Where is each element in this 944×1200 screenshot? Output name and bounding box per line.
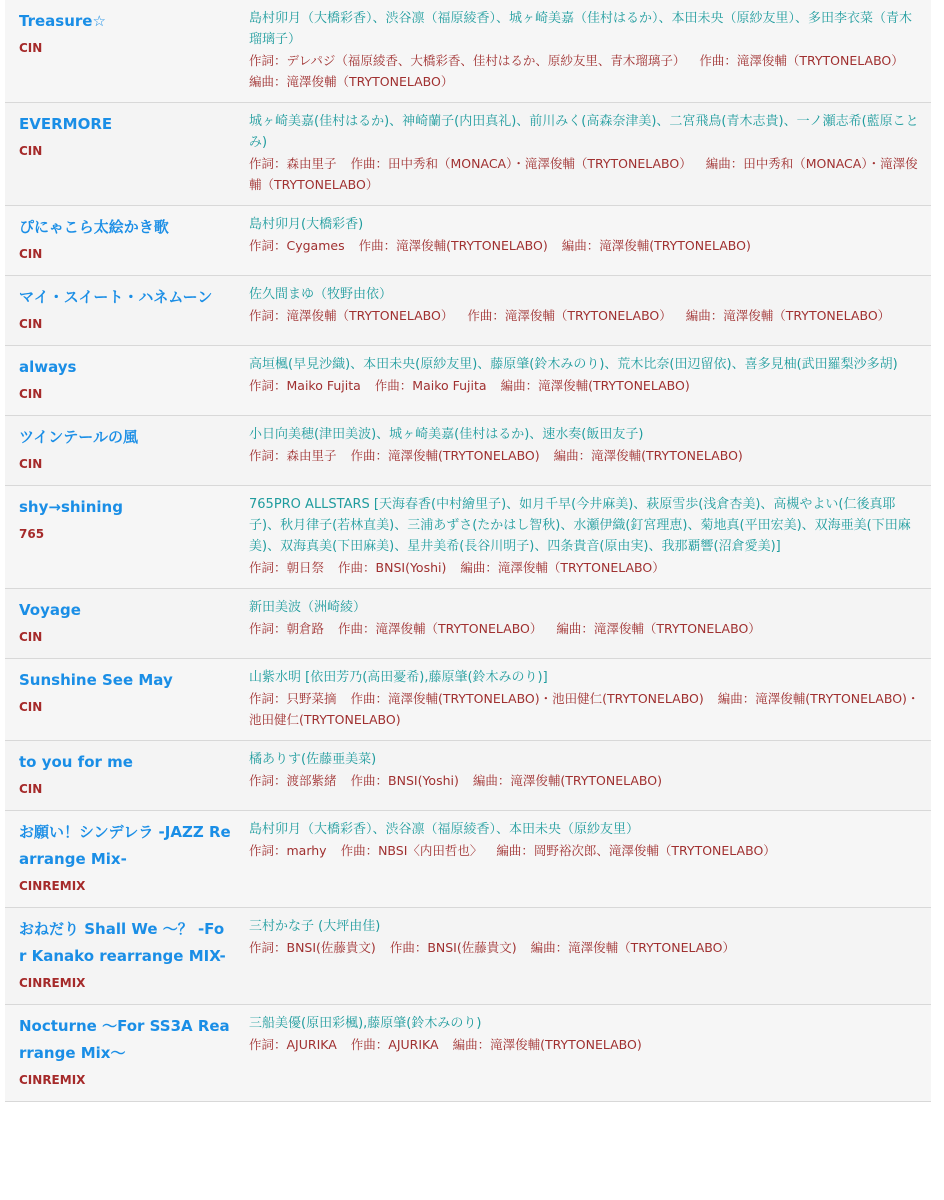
song-info-cell xyxy=(235,659,931,740)
song-singers: 城ヶ崎美嘉(佳村はるか)、神崎蘭子(内田真礼)、前川みく(高森奈津美)、二宮飛鳥(青木志貴)、一ノ瀬志希(藍原ことみ) xyxy=(249,114,919,150)
song-type-label: CIN xyxy=(19,41,43,55)
song-title-cell xyxy=(5,659,235,740)
song-title-link[interactable]: おねだり Shall We ～？ -For Kanako rearrange MIX- xyxy=(19,920,226,965)
composer-credit: 作曲：滝澤俊輔(TRYTONELABO)・池田健仁(TRYTONELABO) xyxy=(350,691,704,706)
arranger-credit: 編曲：滝澤俊輔(TRYTONELABO) xyxy=(561,238,751,253)
song-credits xyxy=(249,50,923,92)
arranger-credit: 編曲：滝澤俊輔(TRYTONELABO) xyxy=(553,448,743,463)
song-singers: 島村卯月（大橋彩香）、渋谷凛（福原綾香）、城ヶ崎美嘉（佳村はるか）、本田未央（原紗友里）、多田李衣菜（青木瑠璃子） xyxy=(249,11,913,47)
song-info-cell xyxy=(235,416,931,485)
song-credits xyxy=(249,445,923,466)
song-row xyxy=(5,659,931,741)
song-row xyxy=(5,103,931,206)
arranger-credit: 編曲：滝澤俊輔（TRYTONELABO） xyxy=(685,308,891,323)
lyricist-credit: 作詞：デレパジ（福原綾香、大橋彩香、佳村はるか、原紗友里、青木瑠璃子） xyxy=(249,53,686,68)
song-info-cell xyxy=(235,276,931,345)
song-row xyxy=(5,276,931,346)
song-type-label: CIN xyxy=(19,247,43,261)
song-singers: 佐久間まゆ（牧野由依） xyxy=(249,287,393,302)
lyricist-credit: 作詞：marhy xyxy=(249,843,327,858)
song-credits xyxy=(249,840,923,861)
song-row xyxy=(5,0,931,103)
song-credits xyxy=(249,235,923,256)
lyricist-credit: 作詞：滝澤俊輔（TRYTONELABO） xyxy=(249,308,454,323)
song-credits xyxy=(249,1034,923,1055)
song-title-link[interactable]: Treasure☆ xyxy=(19,12,106,30)
song-type-label: CIN xyxy=(19,457,43,471)
song-row xyxy=(5,908,931,1005)
arranger-credit: 編曲：滝澤俊輔(TRYTONELABO) xyxy=(500,378,690,393)
song-singers: 三船美優(原田彩楓),藤原肇(鈴木みのり) xyxy=(249,1016,482,1031)
song-singers: 765PRO ALLSTARS [天海春香(中村繪里子)、如月千早(今井麻美)、萩原雪歩(浅倉杏美)、高槻やよい(仁後真耶子)、秋月律子(若林直美)、三浦あずさ(たかはし智秋)、水瀬伊織(釘宮理恵)、菊地真(平田宏美)、双海亜美(下田麻美)、双海真美(下田麻美)、星井美希(長谷川明子)、四条貴音(原由実)、我那覇響(沼倉愛美)] xyxy=(249,497,911,554)
lyricist-credit: 作詞：渡部紫緒 xyxy=(249,773,337,788)
song-title-cell xyxy=(5,346,235,415)
song-singers: 山紫水明 [依田芳乃(高田憂希),藤原肇(鈴木みのり)] xyxy=(249,670,548,685)
song-singers: 新田美波（洲崎綾） xyxy=(249,600,367,615)
song-info-cell xyxy=(235,103,931,205)
composer-credit: 作曲：BNSI(Yoshi) xyxy=(338,560,447,575)
song-title-link[interactable]: Voyage xyxy=(19,601,81,619)
arranger-credit: 編曲：滝澤俊輔（TRYTONELABO） xyxy=(530,940,736,955)
song-row xyxy=(5,741,931,811)
song-title-link[interactable]: ぴにゃこら太絵かき歌 xyxy=(19,218,169,236)
song-info-cell xyxy=(235,811,931,907)
song-credits xyxy=(249,153,923,195)
song-title-cell xyxy=(5,206,235,275)
song-singers: 橘ありす(佐藤亜美菜) xyxy=(249,752,377,767)
composer-credit: 作曲：滝澤俊輔(TRYTONELABO) xyxy=(350,448,540,463)
song-singers: 三村かな子 (大坪由佳) xyxy=(249,919,381,934)
composer-credit: 作曲：滝澤俊輔（TRYTONELABO） xyxy=(699,53,904,68)
song-row xyxy=(5,486,931,589)
song-info-cell xyxy=(235,589,931,658)
song-title-cell xyxy=(5,103,235,205)
song-title-link[interactable]: マイ・スイート・ハネムーン xyxy=(19,288,213,306)
lyricist-credit: 作詞：朝倉路 xyxy=(249,621,325,636)
song-row xyxy=(5,811,931,908)
song-row xyxy=(5,589,931,659)
song-type-label: CIN xyxy=(19,144,43,158)
lyricist-credit: 作詞：朝日祭 xyxy=(249,560,325,575)
song-type-label: 765 xyxy=(19,527,45,541)
composer-credit: 作曲：AJURIKA xyxy=(350,1037,439,1052)
song-row xyxy=(5,206,931,276)
song-title-link[interactable]: EVERMORE xyxy=(19,115,113,133)
song-title-link[interactable]: to you for me xyxy=(19,753,133,771)
composer-credit: 作曲：滝澤俊輔（TRYTONELABO） xyxy=(338,621,543,636)
song-singers: 小日向美穂(津田美波)、城ヶ崎美嘉(佳村はるか)、速水奏(飯田友子) xyxy=(249,427,644,442)
song-title-cell xyxy=(5,486,235,588)
arranger-credit: 編曲：田中秀和（MONACA）・滝澤俊輔（TRYTONELABO） xyxy=(249,156,918,192)
song-title-link[interactable]: always xyxy=(19,358,77,376)
song-table xyxy=(5,0,931,1102)
song-title-link[interactable]: ツインテールの風 xyxy=(19,428,138,446)
lyricist-credit: 作詞：森由里子 xyxy=(249,448,337,463)
lyricist-credit: 作詞：只野菜摘 xyxy=(249,691,337,706)
arranger-credit: 編曲：滝澤俊輔（TRYTONELABO） xyxy=(556,621,761,636)
song-type-label: CINREMIX xyxy=(19,976,86,990)
song-credits xyxy=(249,937,923,958)
song-type-label: CINREMIX xyxy=(19,879,86,893)
song-type-label: CIN xyxy=(19,317,43,331)
composer-credit: 作曲：滝澤俊輔（TRYTONELABO） xyxy=(467,308,672,323)
composer-credit: 作曲：田中秀和（MONACA）・滝澤俊輔（TRYTONELABO） xyxy=(350,156,692,171)
song-title-cell xyxy=(5,416,235,485)
song-row xyxy=(5,1005,931,1102)
song-credits xyxy=(249,375,923,396)
song-info-cell xyxy=(235,486,931,588)
composer-credit: 作曲：BNSI(佐藤貴文) xyxy=(389,940,517,955)
arranger-credit: 編曲：滝澤俊輔（TRYTONELABO） xyxy=(249,74,454,89)
arranger-credit: 編曲：滝澤俊輔(TRYTONELABO) xyxy=(472,773,662,788)
song-type-label: CIN xyxy=(19,387,43,401)
song-row xyxy=(5,346,931,416)
song-info-cell xyxy=(235,346,931,415)
composer-credit: 作曲：Maiko Fujita xyxy=(374,378,487,393)
song-info-cell xyxy=(235,0,931,102)
song-title-cell xyxy=(5,811,235,907)
song-title-link[interactable]: shy→shining xyxy=(19,498,123,516)
lyricist-credit: 作詞：AJURIKA xyxy=(249,1037,337,1052)
song-credits xyxy=(249,618,923,639)
lyricist-credit: 作詞：BNSI(佐藤貴文) xyxy=(249,940,376,955)
song-singers: 高垣楓(早見沙織)、本田未央(原紗友里)、藤原肇(鈴木みのり)、荒木比奈(田辺留依)、喜多見柚(武田羅梨沙多胡) xyxy=(249,357,898,372)
song-title-cell xyxy=(5,589,235,658)
song-type-label: CIN xyxy=(19,630,43,644)
lyricist-credit: 作詞：Maiko Fujita xyxy=(249,378,361,393)
lyricist-credit: 作詞：森由里子 xyxy=(249,156,337,171)
song-credits xyxy=(249,305,923,326)
arranger-credit: 編曲：滝澤俊輔(TRYTONELABO) xyxy=(452,1037,642,1052)
song-type-label: CIN xyxy=(19,700,43,714)
song-title-link[interactable]: お願い！シンデレラ -JAZZ Rearrange Mix- xyxy=(19,823,231,868)
song-title-cell xyxy=(5,908,235,1004)
song-type-label: CINREMIX xyxy=(19,1073,86,1087)
song-row xyxy=(5,416,931,486)
song-title-cell xyxy=(5,0,235,102)
song-credits xyxy=(249,557,923,578)
song-info-cell xyxy=(235,1005,931,1101)
arranger-credit: 編曲：滝澤俊輔(TRYTONELABO)・池田健仁(TRYTONELABO) xyxy=(249,691,920,727)
song-info-cell xyxy=(235,741,931,810)
song-title-link[interactable]: Nocturne ～For SS3A Rearrange Mix～ xyxy=(19,1017,230,1062)
lyricist-credit: 作詞：Cygames xyxy=(249,238,345,253)
song-title-cell xyxy=(5,741,235,810)
arranger-credit: 編曲：岡野裕次郎、滝澤俊輔（TRYTONELABO） xyxy=(496,843,776,858)
song-title-cell xyxy=(5,1005,235,1101)
song-info-cell xyxy=(235,206,931,275)
song-title-cell xyxy=(5,276,235,345)
composer-credit: 作曲：滝澤俊輔(TRYTONELABO) xyxy=(358,238,548,253)
song-credits xyxy=(249,770,923,791)
arranger-credit: 編曲：滝澤俊輔（TRYTONELABO） xyxy=(460,560,665,575)
composer-credit: 作曲：BNSI(Yoshi) xyxy=(350,773,459,788)
song-title-link[interactable]: Sunshine See May xyxy=(19,671,173,689)
song-info-cell xyxy=(235,908,931,1004)
song-singers: 島村卯月(大橋彩香) xyxy=(249,217,364,232)
composer-credit: 作曲：NBSI〈内田哲也〉 xyxy=(340,843,483,858)
song-singers: 島村卯月（大橋彩香）、渋谷凛（福原綾香）、本田未央（原紗友里） xyxy=(249,822,640,837)
song-credits xyxy=(249,688,923,730)
song-type-label: CIN xyxy=(19,782,43,796)
